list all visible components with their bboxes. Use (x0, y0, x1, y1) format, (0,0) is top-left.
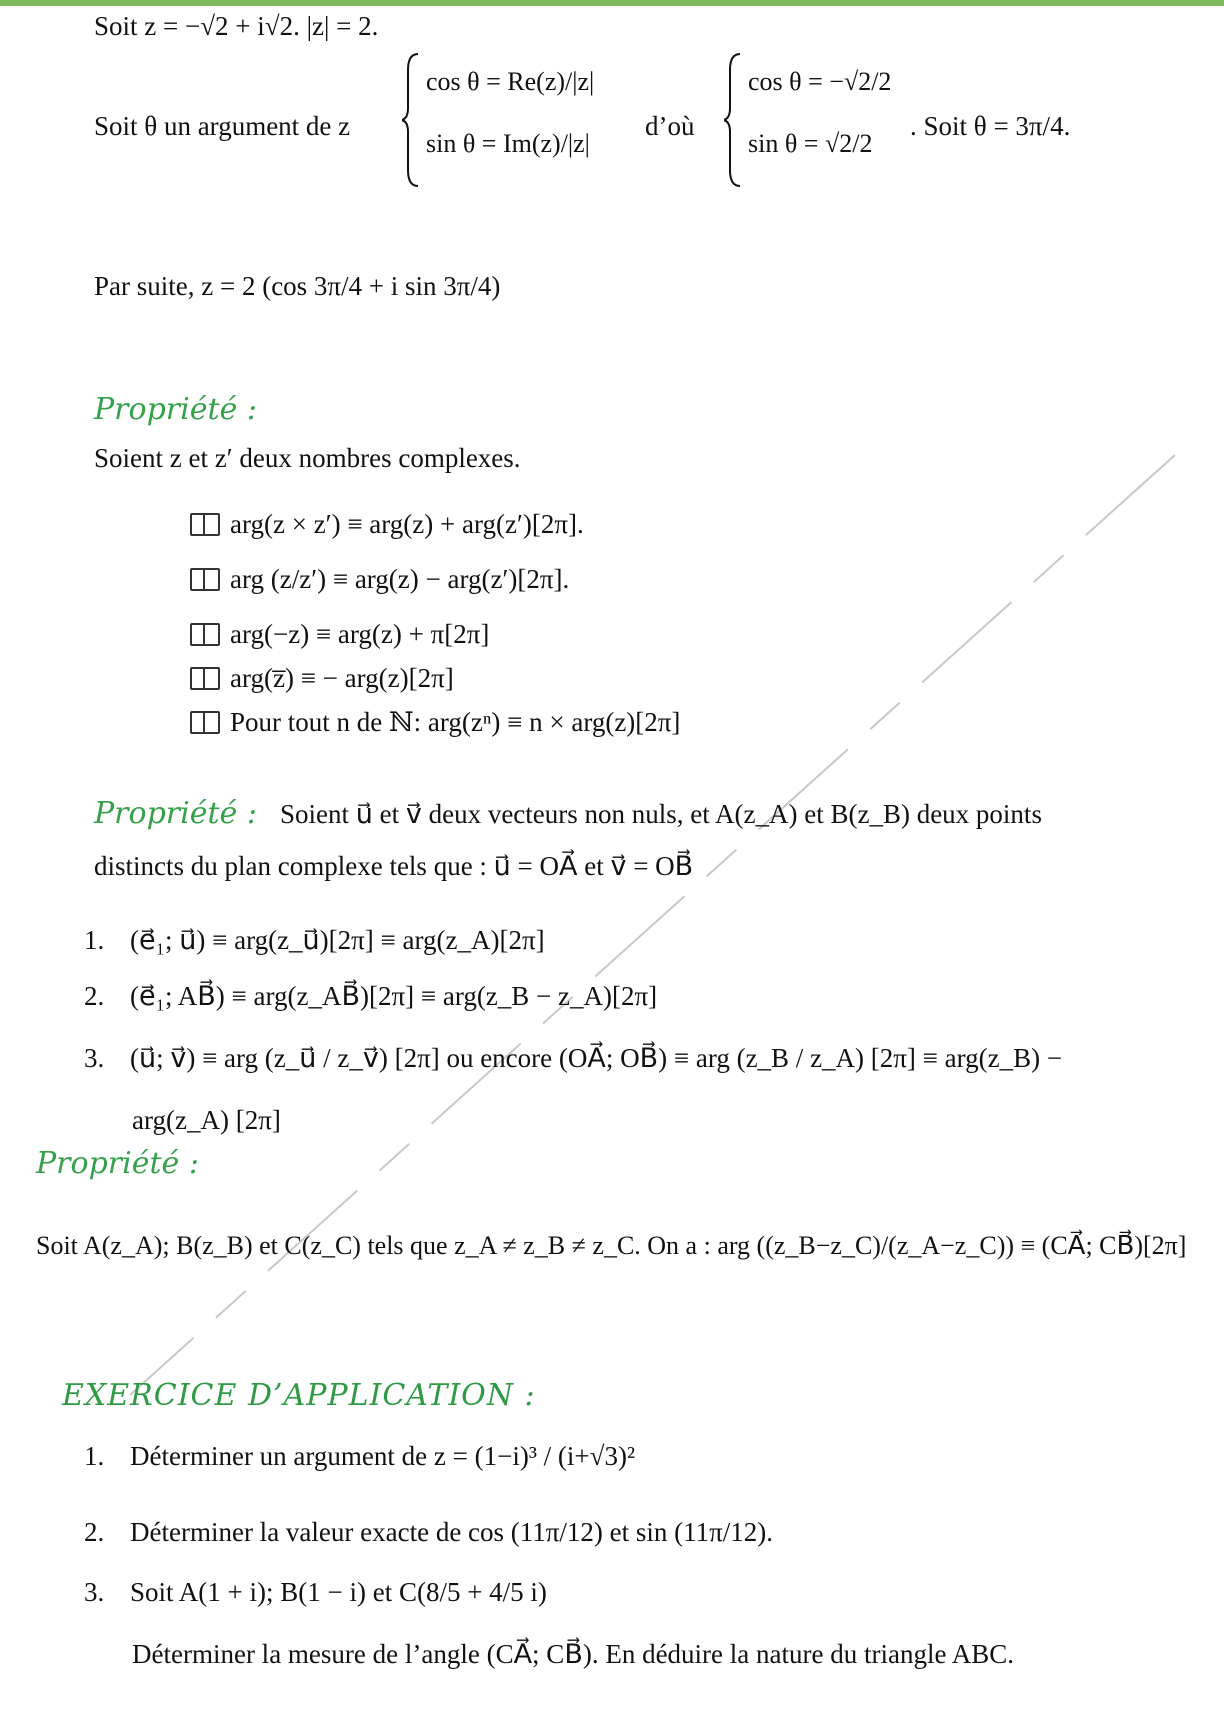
argument-prefix: Soit θ un argument de z (94, 111, 351, 141)
property-item: arg(−z) ≡ arg(z) + π[2π] (190, 620, 489, 650)
property2-text2: distincts du plan complexe tels que : u⃗ = OA⃗ et v⃗ = OB⃗ (94, 851, 694, 881)
numbered-item-continuation: arg(z_A) [2π] (132, 1105, 281, 1135)
property-item: Pour tout n de ℕ: arg(zⁿ) ≡ n × arg(z)[2π] (190, 708, 680, 738)
property-item: arg(z̅) ≡ − arg(z)[2π] (190, 664, 454, 694)
argument-suffix: . Soit θ = 3π/4. (910, 111, 1071, 141)
argument-mid: d’où (645, 111, 695, 141)
exercise-item-continuation: Déterminer la mesure de l’angle (CA⃗; CB⃗). En déduire la nature du triangle ABC. (132, 1639, 1014, 1669)
system1-row2: sin θ = Im(z)/|z| (426, 129, 590, 158)
system1-row1: cos θ = Re(z)/|z| (426, 67, 595, 96)
property-intro: Soient z et z′ deux nombres complexes. (94, 443, 521, 473)
book-icon (190, 667, 220, 689)
numbered-item: 3. (u⃗; v⃗) ≡ arg (z_u⃗ / z_v⃗) [2π] ou encore (OA⃗; OB⃗) ≡ arg (z_B / z_A) [2π] ≡ arg(z_B) − (84, 1043, 1063, 1073)
book-icon (190, 623, 220, 645)
property-heading-2: Propriété : (94, 796, 257, 831)
trig-form-line: Par suite, z = 2 (cos 3π/4 + i sin 3π/4) (94, 271, 501, 301)
property-item: arg(z × z′) ≡ arg(z) + arg(z′)[2π]. (190, 510, 584, 540)
exercise-item: 1. Déterminer un argument de z = (1−i)³ / (i+√3)² (84, 1441, 636, 1471)
property-item: arg (z/z′) ≡ arg(z) − arg(z′)[2π]. (190, 565, 569, 595)
book-icon (190, 568, 220, 590)
exercise-item: 3. Soit A(1 + i); B(1 − i) et C(8/5 + 4/5 i) (84, 1577, 547, 1607)
system2-row2: sin θ = √2/2 (748, 129, 873, 158)
property-heading-1: Propriété : (94, 392, 257, 427)
brace-icon (724, 50, 744, 190)
property-heading-3: Propriété : (36, 1146, 199, 1181)
numbered-item: 2. (e⃗₁; AB⃗) ≡ arg(z_AB⃗)[2π] ≡ arg(z_B − z_A)[2π] (84, 981, 658, 1011)
exercise-heading: EXERCICE D’APPLICATION : (62, 1378, 536, 1413)
brace-icon (402, 50, 422, 190)
exercise-item: 2. Déterminer la valeur exacte de cos (11π/12) et sin (11π/12). (84, 1517, 774, 1547)
property3-text: Soit A(z_A); B(z_B) et C(z_C) tels que z_A ≠ z_B ≠ z_C. On a : arg ((z_B−z_C)/(z_A−z_C)) ≡ (CA⃗; CB⃗)[2π] (36, 1231, 1187, 1260)
numbered-item: 1. (e⃗₁; u⃗) ≡ arg(z_u⃗)[2π] ≡ arg(z_A)[2π] (84, 925, 545, 955)
book-icon (190, 513, 220, 535)
system2-row1: cos θ = −√2/2 (748, 67, 892, 96)
argument-line (94, 112, 350, 142)
modulus-line: Soit z = −√2 + i√2. |z| = 2. (94, 11, 379, 41)
property2-text1: Soient u⃗ et v⃗ deux vecteurs non nuls, et A(z_A) et B(z_B) deux points (280, 799, 1042, 829)
book-icon (190, 711, 220, 733)
